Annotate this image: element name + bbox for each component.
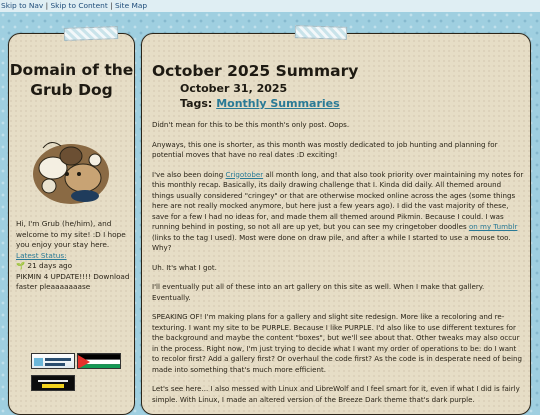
post-title: October 2025 Summary — [152, 62, 359, 80]
paragraph: Let's see here... I also messed with Linux and LibreWolf and I feel smart for it, even if what I did is fairly simple. With Linux, I made an altered version of the Breeze Dark theme that's dark purple. — [152, 384, 520, 404]
separator: | — [45, 1, 49, 10]
paragraph: Uh. It's what I got. — [152, 262, 217, 272]
tags-label: Tags: — [180, 97, 213, 110]
grub-dog-mascot-image — [23, 130, 119, 212]
status-text: PIKMIN 4 UPDATE!!!! Download faster pleaaaaaaase — [16, 271, 130, 291]
intro-text: Hi, I'm Grub (he/him), and welcome to my site! :D I hope you enjoy your stay here. — [16, 219, 126, 249]
separator: | — [110, 1, 113, 10]
tag-monthly-summaries-link[interactable]: Monthly Summaries — [216, 97, 340, 110]
paragraph-text: (links to the tag I used). Most were done on draw pile, and after a while I started to use a mouse too. Why? — [152, 232, 511, 252]
paragraph: Didn't mean for this to be this month's only post. Oops. — [152, 120, 350, 129]
paragraph-text: I've also been doing — [152, 169, 226, 179]
tumblr-link[interactable]: on my Tumblr — [468, 222, 518, 231]
paragraph — [152, 170, 524, 254]
skip-to-content-link[interactable]: Skip to Content — [50, 1, 108, 10]
post-body — [152, 120, 524, 414]
paragraph: Anyways, this one is shorter, as this month was mostly dedicated to job hunting and planning for potential moves that have no real dates :D exciting! — [152, 139, 498, 159]
site-buttons — [31, 353, 121, 397]
site-button-badge-1[interactable] — [31, 353, 75, 369]
paragraph: I'll eventually put all of these into an art gallery on this site as well. When I make that gallery. Eventually. — [152, 282, 485, 302]
site-button-badge-3[interactable] — [31, 375, 75, 391]
paragraph-text: all month long, and that also took priority over maintaining my notes for this monthly recap. Basically, its daily drawing challenge that I. Kinda did daily. All themed around things usually considered "cringey" or that are otherwise mocked online across the ages (some things here are not really mocked anymore, but here just a few years ago). I did the vast majority of these, save for a few I had no ideas for, and made them all themed around Pikmin. Because I could. I was running behind in posting, so not all are up yet, but you can see my cringetober doodles — [152, 169, 524, 231]
tape-decoration — [295, 25, 347, 40]
intro-block — [16, 219, 131, 293]
paragraph: SPEAKING OF! I'm making plans for a gallery and slight site redesign. More like a recoloring and re-texturing. I want my site to be PURPLE. Because I like PURPLE. I'd also like to use different textures for the background and maybe the content "boxes", but we'll see about that. Other tweaks may also occur in the process. Right now, I'm just trying to decide what I want my order of operations to be: do I want to recolor first? Add a gallery first? Or overhaul the code first? As the code is in desperate need of being made into something that's much more efficient. — [152, 312, 522, 374]
site-button-badge-2[interactable] — [77, 353, 121, 369]
site-map-link[interactable]: Site Map — [114, 1, 148, 10]
post-date: October 31, 2025 — [180, 82, 288, 95]
sprout-icon: 🌱 — [16, 261, 26, 270]
cringetober-link[interactable]: Crigotober — [225, 169, 264, 179]
sidebar — [8, 33, 135, 415]
tape-decoration — [64, 26, 118, 41]
status-time: 21 days ago — [27, 261, 73, 270]
skip-to-nav-link[interactable]: Skip to Nav — [1, 1, 44, 10]
latest-status-link[interactable]: Latest Status: — [16, 250, 67, 260]
main-content — [141, 33, 531, 415]
skip-nav-bar — [0, 0, 540, 12]
site-title: Domain of the Grub Dog — [9, 61, 134, 99]
post-tags — [180, 97, 340, 110]
